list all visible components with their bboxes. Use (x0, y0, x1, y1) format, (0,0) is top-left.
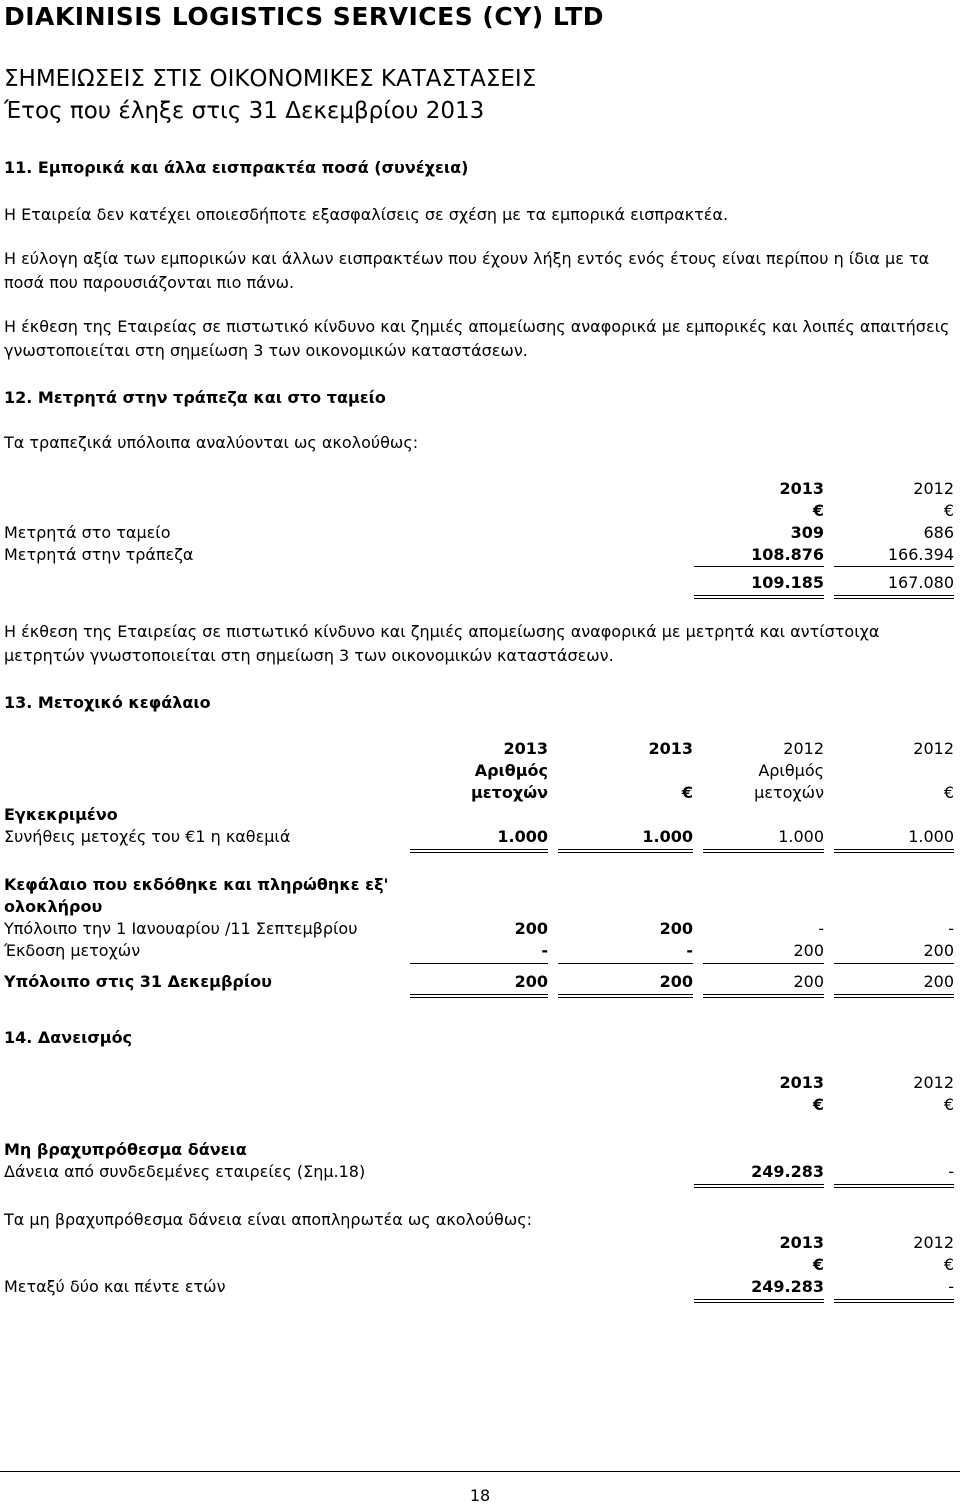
subtotal-rule (410, 963, 548, 964)
note-13-issued-heading: Κεφάλαιο που εκδόθηκε και πληρώθηκε εξ' (4, 875, 389, 894)
note-13-col3-label: Αριθμός (758, 761, 824, 780)
note-12-currency-2013: € (812, 501, 824, 520)
note-13-col3-label: μετοχών (754, 783, 824, 802)
note-12-row-label: Μετρητά στην τράπεζα (4, 545, 194, 564)
document-title: ΣΗΜΕΙΩΣΕΙΣ ΣΤΙΣ ΟΙΚΟΝΟΜΙΚΕΣ ΚΑΤΑΣΤΑΣΕΙΣ (4, 66, 537, 92)
note-13-authorised-label: Συνήθεις μετοχές του €1 η καθεμιά (4, 827, 291, 846)
total-double-rule (834, 849, 954, 853)
note-14-loan-value-2012: - (948, 1162, 954, 1181)
note-13-authorised-value: 1.000 (497, 827, 548, 846)
total-double-rule (410, 849, 548, 853)
note-12-paragraph: Η έκθεση της Εταιρείας σε πιστωτικό κίνδυνο και ζημιές απομείωσης αναφορικά με μετρητά και αντίστοιχα μετρητών γνωστοποιείται στη σημείωση 3 των οικονομικών καταστάσεων. (4, 622, 880, 665)
note-13-col1-label: Αριθμός (474, 761, 548, 780)
note-13-issue-label: Έκδοση μετοχών (4, 941, 141, 960)
note-14-loan-value-2013: 249.283 (751, 1162, 824, 1181)
total-double-rule (694, 1299, 824, 1303)
note-13-closing-label: Υπόλοιπο στις 31 Δεκεμβρίου (4, 972, 272, 991)
total-double-rule (558, 849, 693, 853)
note-13-opening-value: - (948, 919, 954, 938)
note-13-issue-value: - (541, 941, 548, 960)
note-12-row-value-2013: 108.876 (751, 545, 824, 564)
document-subtitle: Έτος που έληξε στις 31 Δεκεμβρίου 2013 (4, 98, 485, 124)
note-12-row-value-2013: 309 (790, 523, 824, 542)
note-13-closing-value: 200 (514, 972, 548, 991)
note-14-maturity-currency-2013: € (812, 1255, 824, 1274)
total-double-rule (558, 994, 693, 998)
note-13-closing-value: 200 (659, 972, 693, 991)
total-double-rule (703, 994, 824, 998)
note-13-issue-value: 200 (923, 941, 954, 960)
note-14-maturity-intro: Τα μη βραχυπρόθεσμα δάνεια είναι αποπληρωτέα ως ακολούθως: (4, 1210, 533, 1229)
note-11-paragraph-2: Η εύλογη αξία των εμπορικών και άλλων εισπρακτέων που έχουν λήξη εντός ενός έτους είναι περίπου η ίδια με τα ποσά που παρουσιάζονται πιο πάνω. (4, 249, 930, 292)
note-14-col-2012: 2012 (913, 1073, 954, 1092)
note-11-heading: 11. Εμπορικά και άλλα εισπρακτέα ποσά (συνέχεια) (4, 158, 469, 177)
note-12-currency-2012: € (943, 501, 954, 520)
note-13-issued-heading: ολοκλήρου (4, 897, 103, 916)
page-number: 18 (469, 1486, 491, 1505)
total-double-rule (834, 994, 954, 998)
note-13-opening-value: 200 (514, 919, 548, 938)
total-double-rule (410, 994, 548, 998)
footer-divider (0, 1471, 960, 1472)
subtotal-rule (834, 566, 954, 567)
note-11-paragraph-3: Η έκθεση της Εταιρείας σε πιστωτικό κίνδυνο και ζημιές απομείωσης αναφορικά με εμπορικές και λοιπές απαιτήσεις γνωστοποιείται στη σημείωση 3 των οικονομικών καταστάσεων. (4, 317, 950, 360)
note-13-closing-value: 200 (793, 972, 824, 991)
note-13-col4-currency: € (943, 783, 954, 802)
subtotal-rule (703, 963, 824, 964)
note-12-col-2013: 2013 (779, 479, 824, 498)
company-name: DIAKINISIS LOGISTICS SERVICES (CY) LTD (4, 2, 605, 31)
note-13-opening-label: Υπόλοιπο την 1 Ιανουαρίου /11 Σεπτεμβρίου (4, 919, 358, 938)
note-13-col4-year: 2012 (913, 739, 954, 758)
note-13-issue-value: - (686, 941, 693, 960)
subtotal-rule (558, 963, 693, 964)
note-13-issue-value: 200 (793, 941, 824, 960)
note-12-col-2012: 2012 (913, 479, 954, 498)
note-12-total-2013: 109.185 (751, 573, 824, 592)
note-12-total-2012: 167.080 (887, 573, 954, 592)
note-13-closing-value: 200 (923, 972, 954, 991)
note-11-paragraph-1: Η Εταιρεία δεν κατέχει οποιεσδήποτε εξασφαλίσεις σε σχέση με τα εμπορικά εισπρακτέα. (4, 205, 729, 224)
note-14-maturity-value-2013: 249.283 (751, 1277, 824, 1296)
note-14-noncurrent-heading: Μη βραχυπρόθεσμα δάνεια (4, 1140, 247, 1159)
note-13-col2-year: 2013 (648, 739, 693, 758)
note-12-row-value-2012: 686 (923, 523, 954, 542)
note-13-authorised-value: 1.000 (642, 827, 693, 846)
total-double-rule (834, 1184, 954, 1188)
note-13-col2-currency: € (681, 783, 693, 802)
note-12-row-value-2012: 166.394 (887, 545, 954, 564)
note-13-opening-value: 200 (659, 919, 693, 938)
subtotal-rule (834, 963, 954, 964)
note-14-maturity-currency-2012: € (943, 1255, 954, 1274)
note-13-authorised-heading: Εγκεκριμένο (4, 805, 118, 824)
total-double-rule (703, 849, 824, 853)
note-12-row-label: Μετρητά στο ταμείο (4, 523, 171, 542)
note-14-maturity-label: Μεταξύ δύο και πέντε ετών (4, 1277, 226, 1296)
note-13-authorised-value: 1.000 (778, 827, 824, 846)
note-14-maturity-col-2013: 2013 (779, 1233, 824, 1252)
note-13-heading: 13. Μετοχικό κεφάλαιο (4, 693, 211, 712)
note-14-maturity-col-2012: 2012 (913, 1233, 954, 1252)
note-14-loan-label: Δάνεια από συνδεδεμένες εταιρείες (Σημ.18) (4, 1162, 366, 1181)
note-12-heading: 12. Μετρητά στην τράπεζα και στο ταμείο (4, 388, 386, 407)
note-12-intro: Τα τραπεζικά υπόλοιπα αναλύονται ως ακολούθως: (4, 433, 419, 452)
note-13-col1-label: μετοχών (470, 783, 548, 802)
note-14-currency-2013: € (812, 1095, 824, 1114)
subtotal-rule (694, 566, 824, 567)
total-double-rule (694, 1184, 824, 1188)
note-13-opening-value: - (818, 919, 824, 938)
note-13-col3-year: 2012 (783, 739, 824, 758)
total-double-rule (694, 595, 824, 599)
total-double-rule (834, 595, 954, 599)
note-14-heading: 14. Δανεισμός (4, 1028, 133, 1047)
note-13-col1-year: 2013 (503, 739, 548, 758)
note-14-col-2013: 2013 (779, 1073, 824, 1092)
note-13-authorised-value: 1.000 (908, 827, 954, 846)
total-double-rule (834, 1299, 954, 1303)
note-14-maturity-value-2012: - (948, 1277, 954, 1296)
note-14-currency-2012: € (943, 1095, 954, 1114)
